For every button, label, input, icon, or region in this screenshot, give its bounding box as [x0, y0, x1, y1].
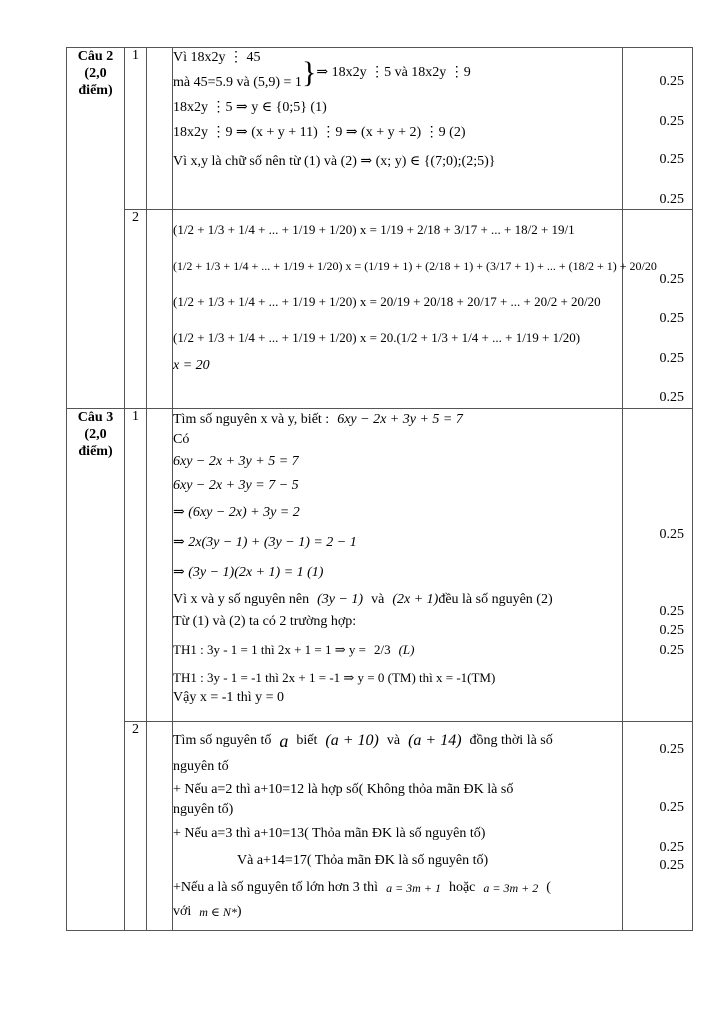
q3-part1-num: 1 — [125, 409, 147, 722]
q3-p1-step4: ⇒ 2x(3y − 1) + (3y − 1) = 2 − 1 — [173, 535, 357, 550]
q3-p2-l1d: (a + 10) — [325, 732, 379, 749]
q3-p2-l8c: ) — [236, 904, 242, 919]
q2-p2-score4: 0.25 — [659, 390, 684, 405]
q3-part1-empty — [147, 409, 173, 722]
q3-p2-l8a: với — [173, 904, 192, 919]
q2-p1-score4: 0.25 — [659, 192, 684, 207]
q3-p2-l7a: +Nếu a là số nguyên tố lớn hơn 3 thì — [173, 880, 379, 895]
q3-part2-row — [67, 722, 693, 931]
q2-p1-score1: 0.25 — [659, 74, 684, 89]
q3-p1-step5: ⇒ (3y − 1)(2x + 1) = 1 (1) — [173, 565, 324, 580]
q3-p2-l5: + Nếu a=3 thì a+10=13( Thỏa mãn ĐK là số nguyên tố) — [173, 826, 486, 841]
q2-part2-scores — [623, 210, 693, 409]
q3-p1-score1: 0.25 — [659, 527, 684, 542]
q3-p1-th2: TH1 : 3y - 1 = -1 thì 2x + 1 = -1 ⇒ y = 0 (TM) thì x = -1(TM) — [173, 670, 496, 685]
q2-p2-score2: 0.25 — [659, 311, 684, 326]
q2-part1-scores — [623, 48, 693, 210]
q2-p1-line5: 18x2y ⋮9 ⇒ (x + y + 11) ⋮9 ⇒ (x + y + 2) ⋮9 (2) — [173, 125, 466, 140]
q3-p2-score1: 0.25 — [659, 742, 684, 757]
q3-label: Câu 3 — [77, 410, 114, 425]
q2-p2-line2: (1/2 + 1/3 + 1/4 + ... + 1/19 + 1/20) x = (1/19 + 1) + (2/18 + 1) + (3/17 + 1) + ... + (18/2 + 1) + 20/20 — [173, 259, 657, 273]
q3-p2-l7e: ( — [546, 880, 551, 895]
q2-p1-line4: 18x2y ⋮5 ⇒ y ∈ {0;5} (1) — [173, 100, 327, 115]
q3-p1-th1-b: (L) — [398, 642, 415, 657]
grading-table — [66, 47, 693, 931]
q2-part1-content — [173, 48, 623, 210]
q3-p2-l7d: a = 3m + 2 — [483, 881, 539, 895]
q3-p2-l3: + Nếu a=2 thì a+10=12 là hợp số( Không thỏa mãn ĐK là số — [173, 782, 514, 797]
q3-p1-th1-frac: 2/3 — [373, 642, 391, 657]
q3-p2-score2: 0.25 — [659, 800, 684, 815]
q2-p2-line3: (1/2 + 1/3 + 1/4 + ... + 1/19 + 1/20) x = 20/19 + 20/18 + 20/17 + ... + 20/2 + 20/20 — [173, 294, 601, 309]
q3-p1-score4: 0.25 — [659, 643, 684, 658]
q2-p1-line1: Vì 18x2y ⋮ 45 — [173, 50, 261, 65]
q2-part2-empty — [147, 210, 173, 409]
q3-p2-score4: 0.25 — [659, 858, 684, 873]
q3-p2-l1c: biết — [296, 733, 318, 748]
q3-p1-score2: 0.25 — [659, 604, 684, 619]
q3-p1-reason-a: Vì x và y số nguyên nên — [173, 592, 310, 607]
q3-p1-step3: ⇒ (6xy − 2x) + 3y = 2 — [173, 505, 300, 520]
q2-p2-line1: (1/2 + 1/3 + 1/4 + ... + 1/19 + 1/20) x = 1/19 + 2/18 + 3/17 + ... + 18/2 + 19/1 — [173, 222, 575, 237]
q2-p1-score2: 0.25 — [659, 114, 684, 129]
q2-part1-num: 1 — [125, 48, 147, 210]
q2-part2-num: 2 — [125, 210, 147, 409]
q2-p1-line2: mà 45=5.9 và (5,9) = 1 — [173, 75, 302, 90]
q3-p2-l1b: a — [279, 731, 289, 751]
q3-part2-content — [173, 722, 623, 931]
q2-label: Câu 2 — [77, 49, 114, 64]
q2-p2-score3: 0.25 — [659, 351, 684, 366]
q3-p2-l1e: và — [386, 733, 401, 748]
q3-p2-score3: 0.25 — [659, 840, 684, 855]
q3-part2-empty — [147, 722, 173, 931]
q2-part1-row — [67, 48, 693, 210]
q3-p1-conclusion: Vậy x = -1 thì y = 0 — [173, 690, 285, 705]
q2-p1-brace-block — [173, 48, 622, 98]
q3-p1-step1: 6xy − 2x + 3y + 5 = 7 — [173, 454, 299, 469]
q3-p1-cases: Từ (1) và (2) ta có 2 trường hợp: — [173, 614, 357, 629]
q2-part2-content — [173, 210, 657, 409]
q2-p1-line3: ⇒ 18x2y ⋮5 và 18x2y ⋮9 — [316, 65, 471, 80]
q3-p1-reason-e: đều là số nguyên (2) — [438, 592, 553, 607]
q3-p2-l1f: (a + 14) — [408, 732, 462, 749]
q3-p2-l2: nguyên tố — [173, 759, 229, 774]
q3-p1-reason-d: (2x + 1) — [392, 592, 439, 607]
q3-p1-co: Có — [173, 432, 190, 447]
q2-label-cell — [67, 48, 125, 409]
q3-p1-reason-c: và — [371, 592, 385, 607]
q3-p1-step2: 6xy − 2x + 3y = 7 − 5 — [173, 478, 299, 493]
q2-p1-brace-glyph: } — [301, 56, 317, 89]
q3-p2-l7c: hoặc — [448, 880, 476, 895]
q3-p2-l6: Và a+14=17( Thỏa mãn ĐK là số nguyên tố) — [237, 853, 489, 868]
q3-p1-task-eq: 6xy − 2x + 3y + 5 = 7 — [337, 412, 463, 427]
q3-p2-l8b: m ∈ N* — [199, 905, 237, 919]
q2-p2-line4: (1/2 + 1/3 + 1/4 + ... + 1/19 + 1/20) x = 20.(1/2 + 1/3 + 1/4 + ... + 1/19 + 1/20) — [173, 330, 581, 345]
q3-part1-content — [173, 409, 623, 722]
q3-label-cell — [67, 409, 125, 931]
q3-p2-l7b: a = 3m + 1 — [386, 881, 441, 895]
q3-points: (2,0 điểm) — [78, 427, 113, 459]
q2-p1-line6: Vì x,y là chữ số nên từ (1) và (2) ⇒ (x; y) ∈ {(7;0);(2;5)} — [173, 154, 496, 169]
q3-p1-task: Tìm số nguyên x và y, biết : — [173, 412, 330, 427]
q2-p2-line5: x = 20 — [173, 358, 210, 373]
q3-p2-l1a: Tìm số nguyên tố — [173, 733, 272, 748]
q3-part2-scores — [623, 722, 693, 931]
q2-part2-row — [67, 210, 693, 409]
q3-p2-l4: nguyên tố) — [173, 802, 234, 817]
q3-p2-l1g: đồng thời là số — [469, 733, 553, 748]
q2-p1-score3: 0.25 — [659, 152, 684, 167]
q3-p1-reason-b: (3y − 1) — [317, 592, 364, 607]
q3-p1-score3: 0.25 — [659, 623, 684, 638]
q2-points: (2,0 điểm) — [78, 66, 113, 98]
q3-part1-row — [67, 409, 693, 722]
q2-part1-empty — [147, 48, 173, 210]
q2-p2-score1: 0.25 — [659, 272, 684, 287]
q3-p1-th1-a: TH1 : 3y - 1 = 1 thì 2x + 1 = 1 ⇒ y = — [173, 642, 366, 657]
q3-part1-scores — [623, 409, 693, 722]
q3-part2-num: 2 — [125, 722, 147, 931]
